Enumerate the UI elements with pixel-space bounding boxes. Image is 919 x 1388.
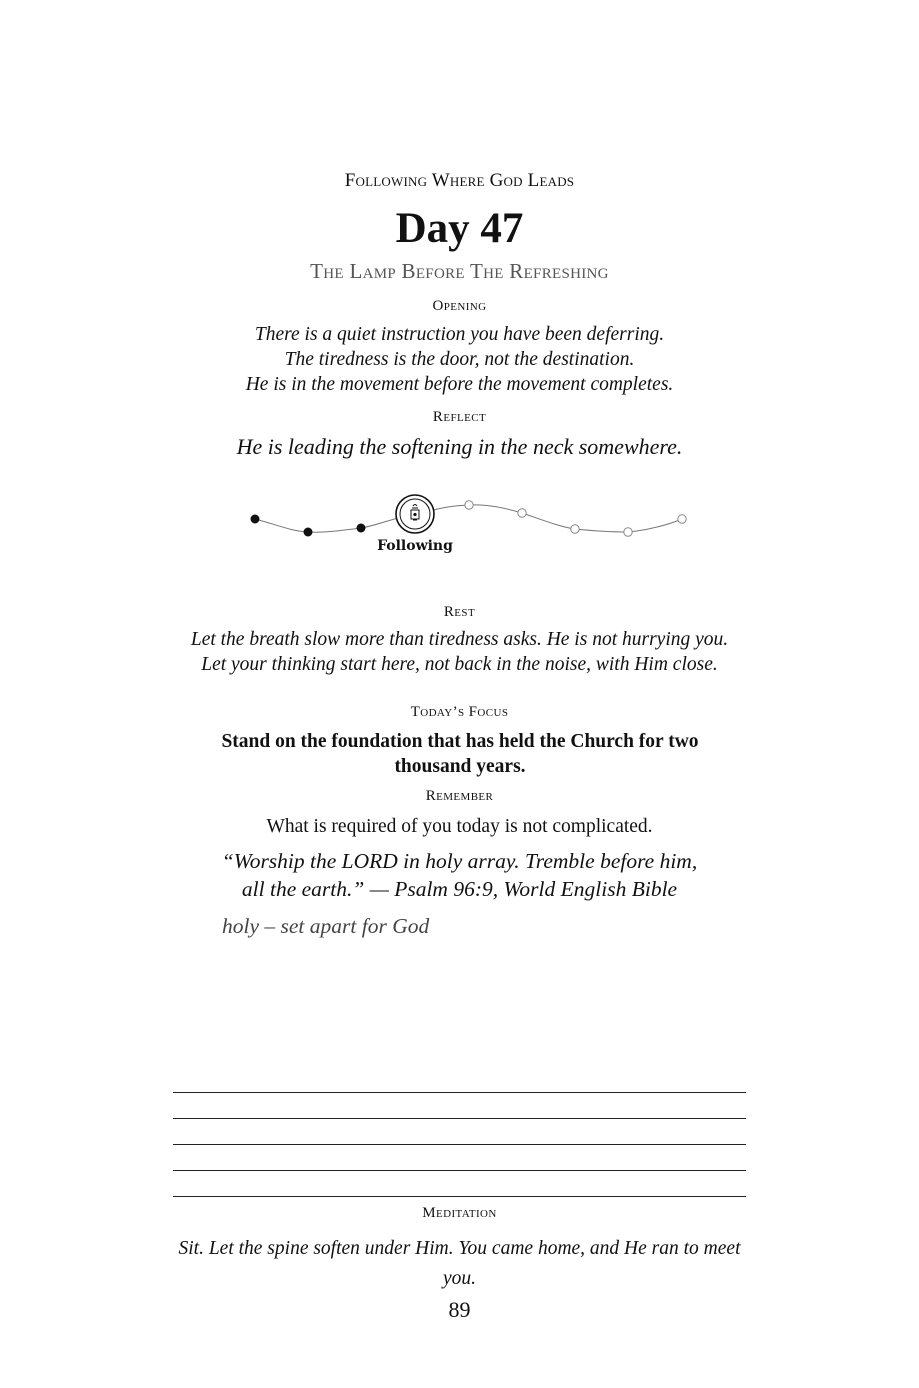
journey-step-completed — [304, 528, 313, 537]
reflect-text: He is leading the softening in the neck somewhere. — [236, 434, 683, 459]
journey-step-upcoming — [571, 525, 579, 533]
meditation-label: Meditation — [422, 1205, 497, 1221]
rest-line: Let the breath slow more than tiredness asks. He is not hurrying you. — [190, 629, 729, 650]
journey-step-upcoming — [624, 528, 632, 536]
opening-line: There is a quiet instruction you have been deferring. — [254, 324, 665, 345]
rest-text — [0, 627, 919, 677]
rest-label: Rest — [443, 604, 476, 620]
focus-label: Today’s Focus — [410, 704, 509, 720]
journal-line[interactable] — [173, 1170, 746, 1171]
remember-text: What is required of you today is not complicated. — [266, 816, 653, 837]
journey-path — [230, 486, 700, 561]
rest-line: Let your thinking start here, not back in the noise, with Him close. — [201, 654, 718, 675]
journal-line[interactable] — [173, 1144, 746, 1145]
journey-step-completed — [357, 524, 366, 533]
journey-dots — [251, 501, 687, 537]
page-number: 89 — [448, 1297, 471, 1322]
series-title: Following Where God Leads — [344, 170, 575, 191]
journal-line[interactable] — [173, 1092, 746, 1093]
day-heading: Day 47 — [395, 205, 524, 252]
opening-text — [0, 322, 919, 397]
reflect-label: Reflect — [432, 409, 487, 425]
journal-lines[interactable] — [173, 1092, 746, 1222]
scripture-verse — [0, 847, 919, 903]
opening-label: Opening — [432, 298, 487, 314]
lantern-icon — [396, 495, 434, 533]
journey-step-upcoming — [678, 515, 686, 523]
word-gloss: holy – set apart for God — [222, 914, 430, 938]
opening-line: He is in the movement before the movement completes. — [245, 374, 674, 395]
verse-line: “Worship the LORD in holy array. Tremble before him, — [221, 849, 698, 873]
opening-line: The tiredness is the door, not the destination. — [284, 349, 635, 370]
journey-current-label: Following — [377, 538, 453, 554]
journey-step-upcoming — [518, 509, 526, 517]
journey-step-completed — [251, 515, 260, 524]
journal-line[interactable] — [173, 1196, 746, 1197]
journal-line[interactable] — [173, 1118, 746, 1119]
day-subtitle: The Lamp Before The Refreshing — [310, 259, 609, 283]
verse-line: all the earth.” — Psalm 96:9, World English Bible — [241, 877, 678, 901]
focus-text: Stand on the foundation that has held the Church for two thousand years. — [221, 731, 699, 777]
journey-step-upcoming — [465, 501, 473, 509]
meditation-text: Sit. Let the spine soften under Him. You came home, and He ran to meet you. — [178, 1238, 741, 1289]
remember-label: Remember — [425, 788, 494, 804]
